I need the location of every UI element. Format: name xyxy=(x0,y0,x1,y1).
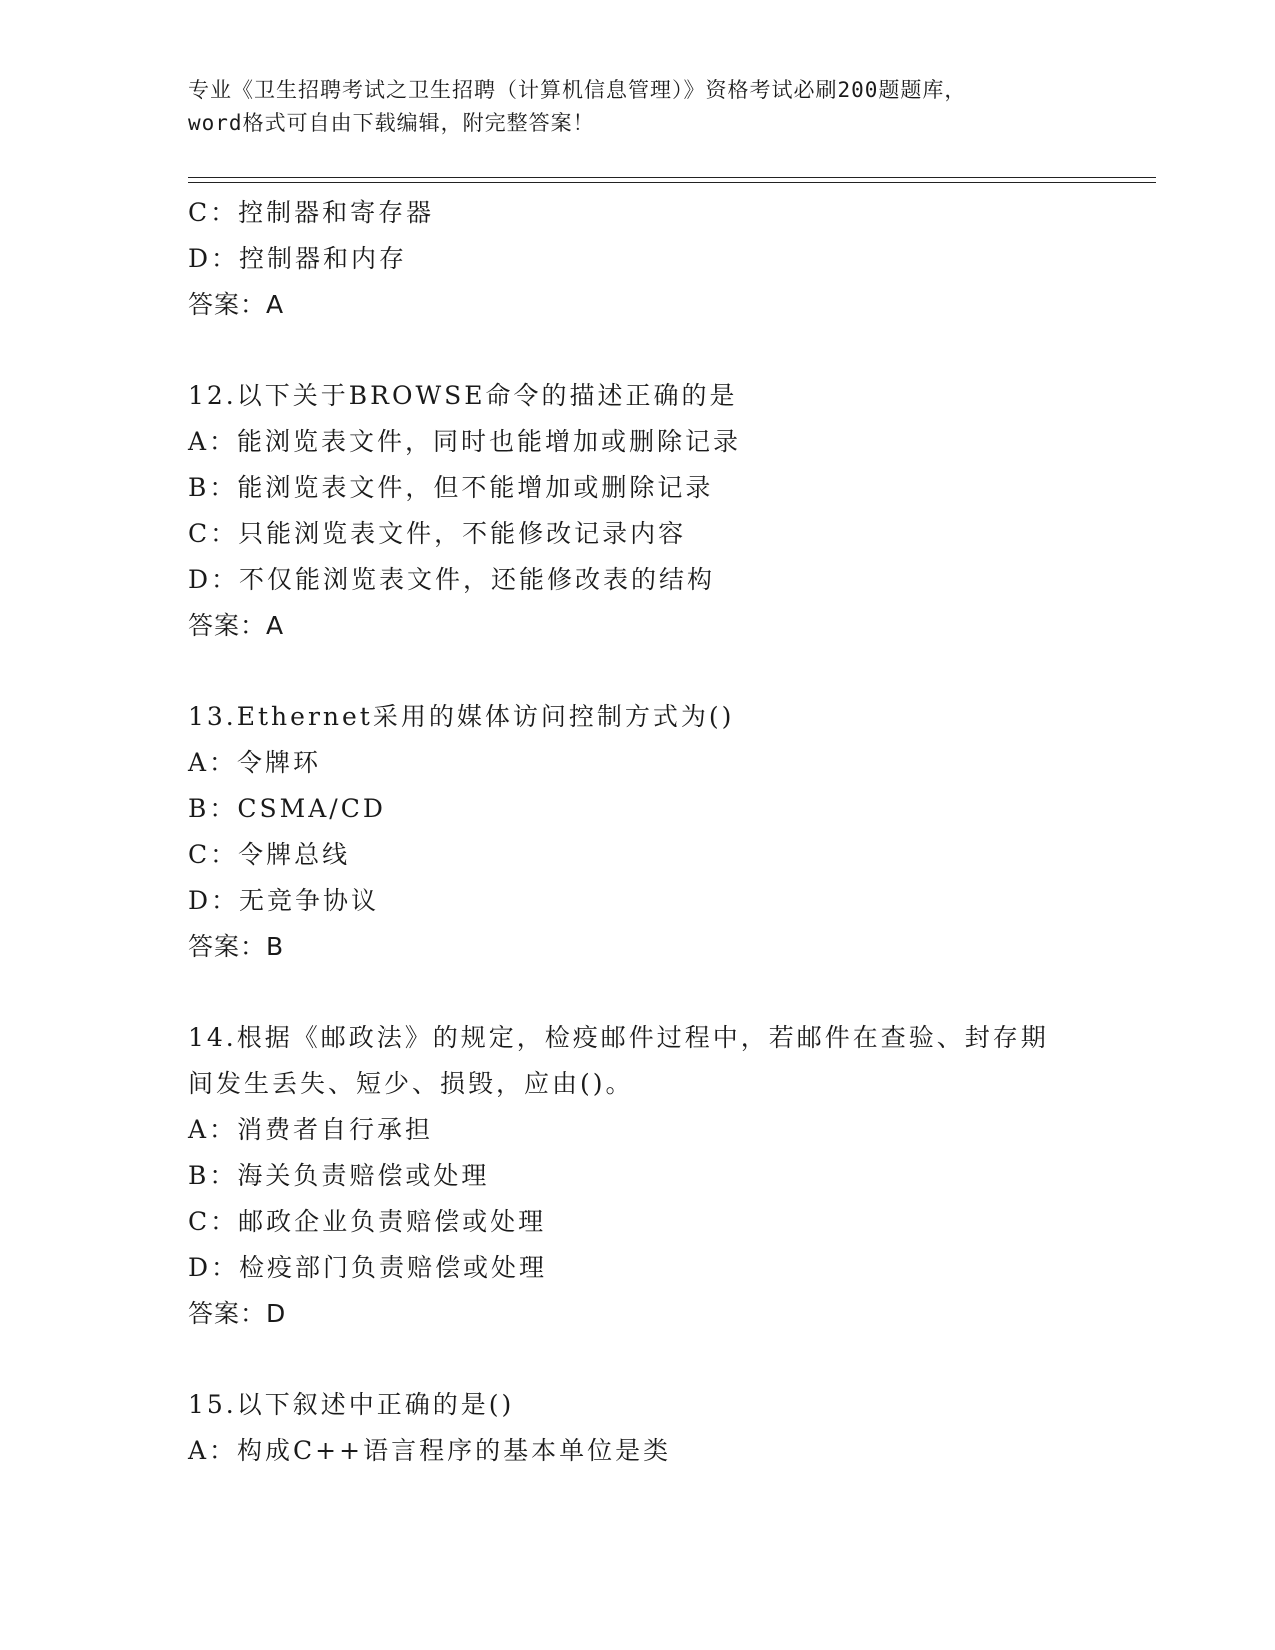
question-11 xyxy=(188,190,1128,328)
option-a: A：消费者自行承担 xyxy=(188,1115,434,1144)
answer-line: 答案：A xyxy=(188,611,285,640)
option-c: C：控制器和寄存器 xyxy=(188,198,435,227)
header-divider-bottom xyxy=(188,182,1156,183)
header-title-line-1: 专业《卫生招聘考试之卫生招聘（计算机信息管理）》资格考试必刷200题题库， xyxy=(188,78,967,102)
question-spacer xyxy=(188,1337,1128,1382)
option-d: D：无竞争协议 xyxy=(188,886,380,915)
question-stem-line-1: 14.根据《邮政法》的规定，检疫邮件过程中，若邮件在查验、封存期 xyxy=(188,1023,1049,1052)
header-divider-top xyxy=(188,177,1156,178)
question-15 xyxy=(188,1382,1128,1474)
answer-line: 答案：D xyxy=(188,1299,287,1328)
answer-line: 答案：B xyxy=(188,932,285,961)
option-b: B：海关负责赔偿或处理 xyxy=(188,1161,490,1190)
option-a: A：令牌环 xyxy=(188,748,322,777)
question-stem: 12.以下关于BROWSE命令的描述正确的是 xyxy=(188,381,738,410)
question-12 xyxy=(188,373,1128,649)
option-c: C：只能浏览表文件，不能修改记录内容 xyxy=(188,519,687,548)
question-13 xyxy=(188,694,1128,970)
option-b: B：能浏览表文件，但不能增加或删除记录 xyxy=(188,473,714,502)
option-d: D：不仅能浏览表文件，还能修改表的结构 xyxy=(188,565,716,594)
question-list xyxy=(188,190,1128,1474)
option-a: A：构成C++语言程序的基本单位是类 xyxy=(188,1436,672,1465)
question-spacer xyxy=(188,649,1128,694)
question-14 xyxy=(188,1015,1128,1337)
option-c: C：邮政企业负责赔偿或处理 xyxy=(188,1207,547,1236)
option-d: D：控制器和内存 xyxy=(188,244,408,273)
question-stem: 15.以下叙述中正确的是() xyxy=(188,1390,515,1419)
document-header xyxy=(188,74,1088,140)
question-spacer xyxy=(188,970,1128,1015)
option-c: C：令牌总线 xyxy=(188,840,351,869)
option-d: D：检疫部门负责赔偿或处理 xyxy=(188,1253,548,1282)
option-a: A：能浏览表文件，同时也能增加或删除记录 xyxy=(188,427,742,456)
question-stem-line-2: 间发生丢失、短少、损毁，应由()。 xyxy=(188,1069,634,1098)
option-b: B：CSMA/CD xyxy=(188,794,386,823)
question-spacer xyxy=(188,328,1128,373)
answer-line: 答案：A xyxy=(188,290,285,319)
question-stem: 13.Ethernet采用的媒体访问控制方式为() xyxy=(188,702,735,731)
header-title-line-2: word格式可自由下载编辑，附完整答案！ xyxy=(188,111,595,135)
